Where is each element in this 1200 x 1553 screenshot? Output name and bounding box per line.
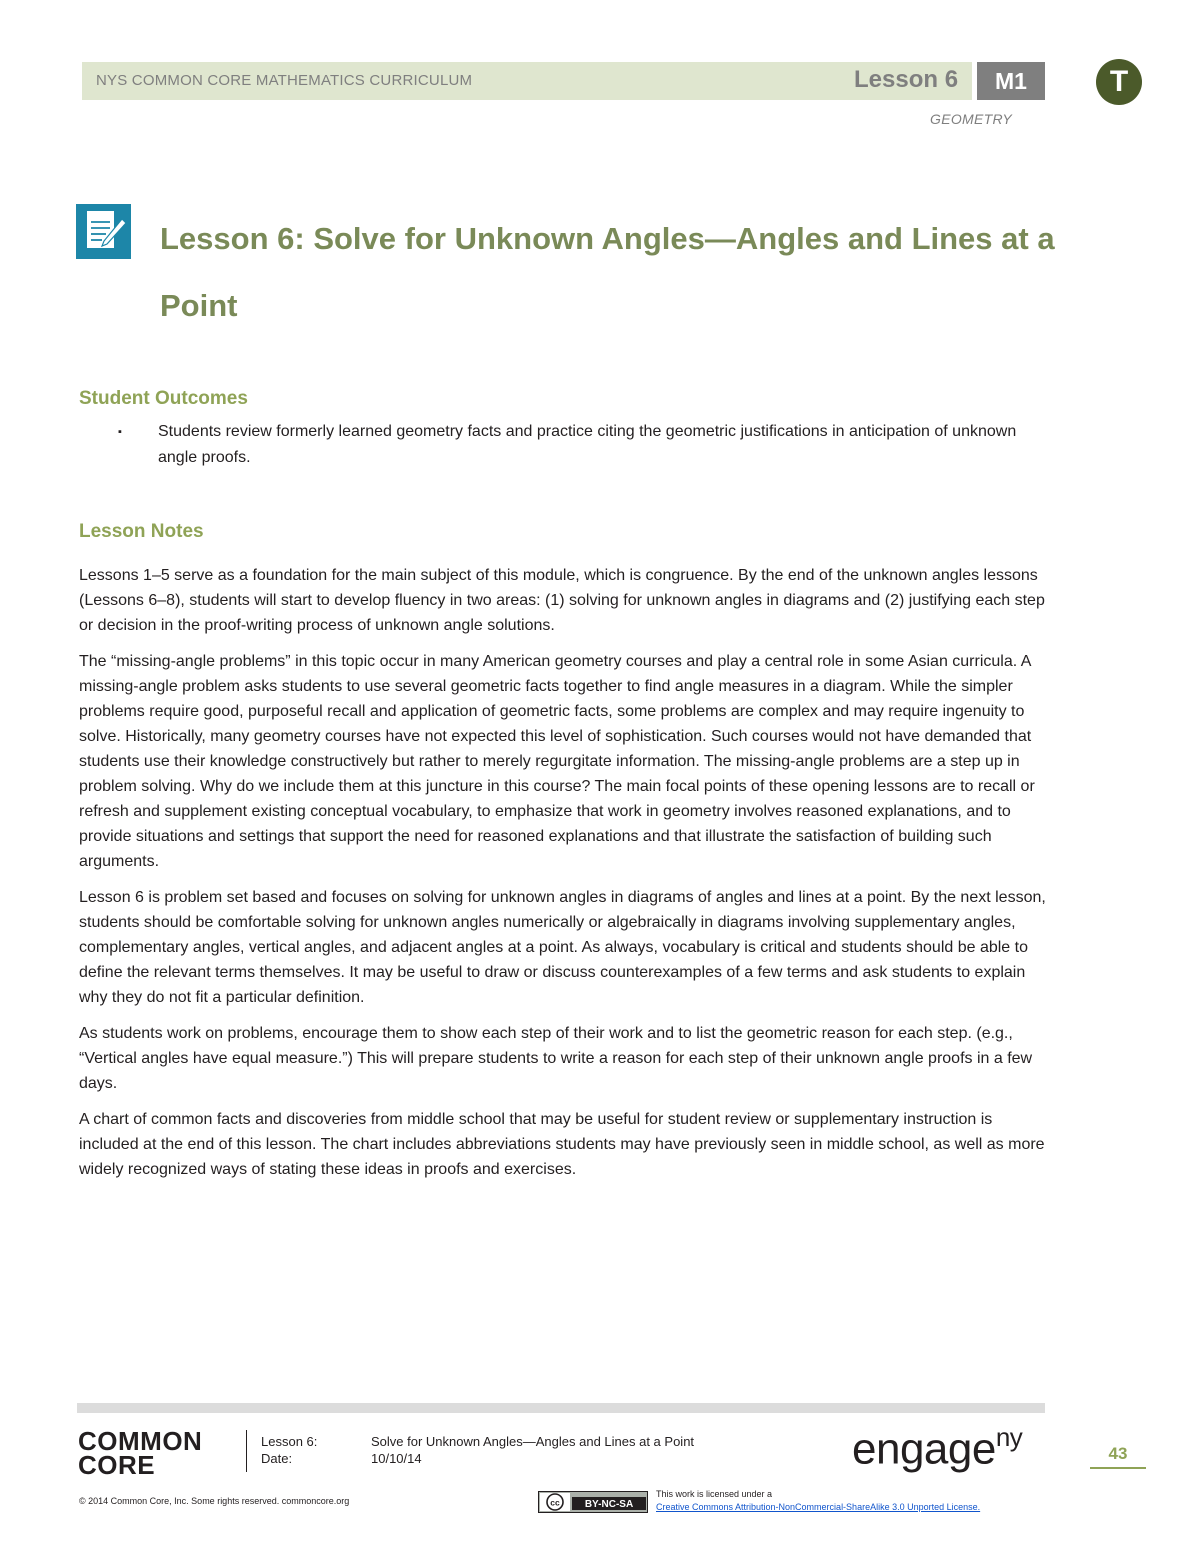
- cc-license-icon: [538, 1491, 648, 1513]
- lesson-title: Lesson 6: Solve for Unknown Angles—Angles and Lines at a Point: [160, 221, 1055, 323]
- footer-date-label: Date:: [261, 1451, 293, 1466]
- lesson-notes-body: [79, 563, 1047, 1193]
- page-number: 43: [1108, 1444, 1128, 1463]
- cc-badge-label: BY-NC-SA: [584, 1499, 634, 1510]
- footer-lesson-value: Solve for Unknown Angles—Angles and Lines at a Point: [371, 1434, 695, 1449]
- outcome-text: Students review formerly learned geometry facts and practice citing the geometric justifications in anticipation of unknown angle proofs.: [158, 423, 1017, 466]
- footer-rule: [77, 1403, 1045, 1413]
- logo-line: CORE: [78, 1450, 156, 1480]
- notes-paragraph: As students work on problems, encourage them to show each step of their work and to list the geometric reason for each step. (e.g., “Vertical angles have equal measure.”) This will prepare students to write a reason for each step of their unknown angle proofs in a few days.: [79, 1025, 1033, 1092]
- ny-text: ny: [995, 1422, 1023, 1452]
- license-link[interactable]: Creative Commons Attribution-NonCommercial-ShareAlike 3.0 Unported License.: [656, 1502, 981, 1512]
- curriculum-label: NYS COMMON CORE MATHEMATICS CURRICULUM: [96, 72, 473, 89]
- copyright-text: © 2014 Common Core, Inc. Some rights reserved. commoncore.org: [79, 1496, 350, 1506]
- footer-lesson-label: Lesson 6:: [261, 1434, 318, 1449]
- notes-paragraph: A chart of common facts and discoveries from middle school that may be useful for student review or supplementary instruction is included at the end of this lesson. The chart includes abbreviations students may have previously seen in middle school, as well as more widely recognized ways of stating these ideas in proofs and exercises.: [79, 1111, 1045, 1178]
- license-text: This work is licensed under a: [656, 1489, 773, 1499]
- module-label: M1: [977, 62, 1045, 100]
- lesson-notes-heading: Lesson Notes: [79, 521, 204, 542]
- engage-text: engage: [852, 1424, 996, 1474]
- footer-divider: [246, 1430, 247, 1472]
- teacher-badge: T: [1096, 59, 1142, 105]
- lesson-label: Lesson 6: [854, 66, 959, 93]
- course-label: GEOMETRY: [930, 111, 1012, 127]
- footer-date-value: 10/10/14: [371, 1451, 422, 1466]
- outcome-list-item: [118, 419, 1053, 471]
- common-core-logo: [78, 1426, 218, 1480]
- notes-paragraph: The “missing-angle problems” in this topic occur in many American geometry courses and play a central role in some Asian curricula. A missing-angle problem asks students to use several geometric facts together to find angle measures in a diagram. While the simpler problems require good, purposeful recall and application of geometric facts, some problems are complex and may require ingenuity to solve. Historically, many geometry courses have not expected this level of sophistication. Such courses would not have demanded that students use their knowledge constructively but rather to merely regurgitate information. The missing-angle problems are a step up in problem solving. Why do we include them at this juncture in this course? The main focal points of these opening lessons are to recall or refresh and supplement existing conceptual vocabulary, to emphasize that work in geometry involves reasoned explanations, and to provide situations and settings that support the need for reasoned explanations and that illustrate the satisfaction of building such arguments.: [79, 653, 1035, 870]
- svg-text:cc: cc: [550, 1497, 560, 1508]
- engageny-logo: [852, 1424, 1022, 1475]
- notes-paragraph: Lesson 6 is problem set based and focuses on solving for unknown angles in diagrams of angles and lines at a point. By the next lesson, students should be comfortable solving for unknown angles numerically or algebraically in diagrams involving supplementary angles, complementary angles, vertical angles, and adjacent angles at a point. As always, vocabulary is critical and students should be able to define the relevant terms themselves. It may be useful to draw or discuss counterexamples of a few terms and ask students to explain why they do not fit a particular definition.: [79, 889, 1046, 1006]
- notepad-pencil-icon: [76, 204, 131, 259]
- logo-line: COMMON: [78, 1426, 203, 1456]
- bullet-icon: ▪: [118, 426, 122, 438]
- notes-paragraph: Lessons 1–5 serve as a foundation for the main subject of this module, which is congruence. By the end of the unknown angles lessons (Lessons 6–8), students will start to develop fluency in two areas: (1) solving for unknown angles in diagrams and (2) justifying each step or decision in the proof-writing process of unknown angle solutions.: [79, 567, 1045, 634]
- page-number-rule: [1090, 1467, 1146, 1469]
- student-outcomes-heading: Student Outcomes: [79, 388, 248, 409]
